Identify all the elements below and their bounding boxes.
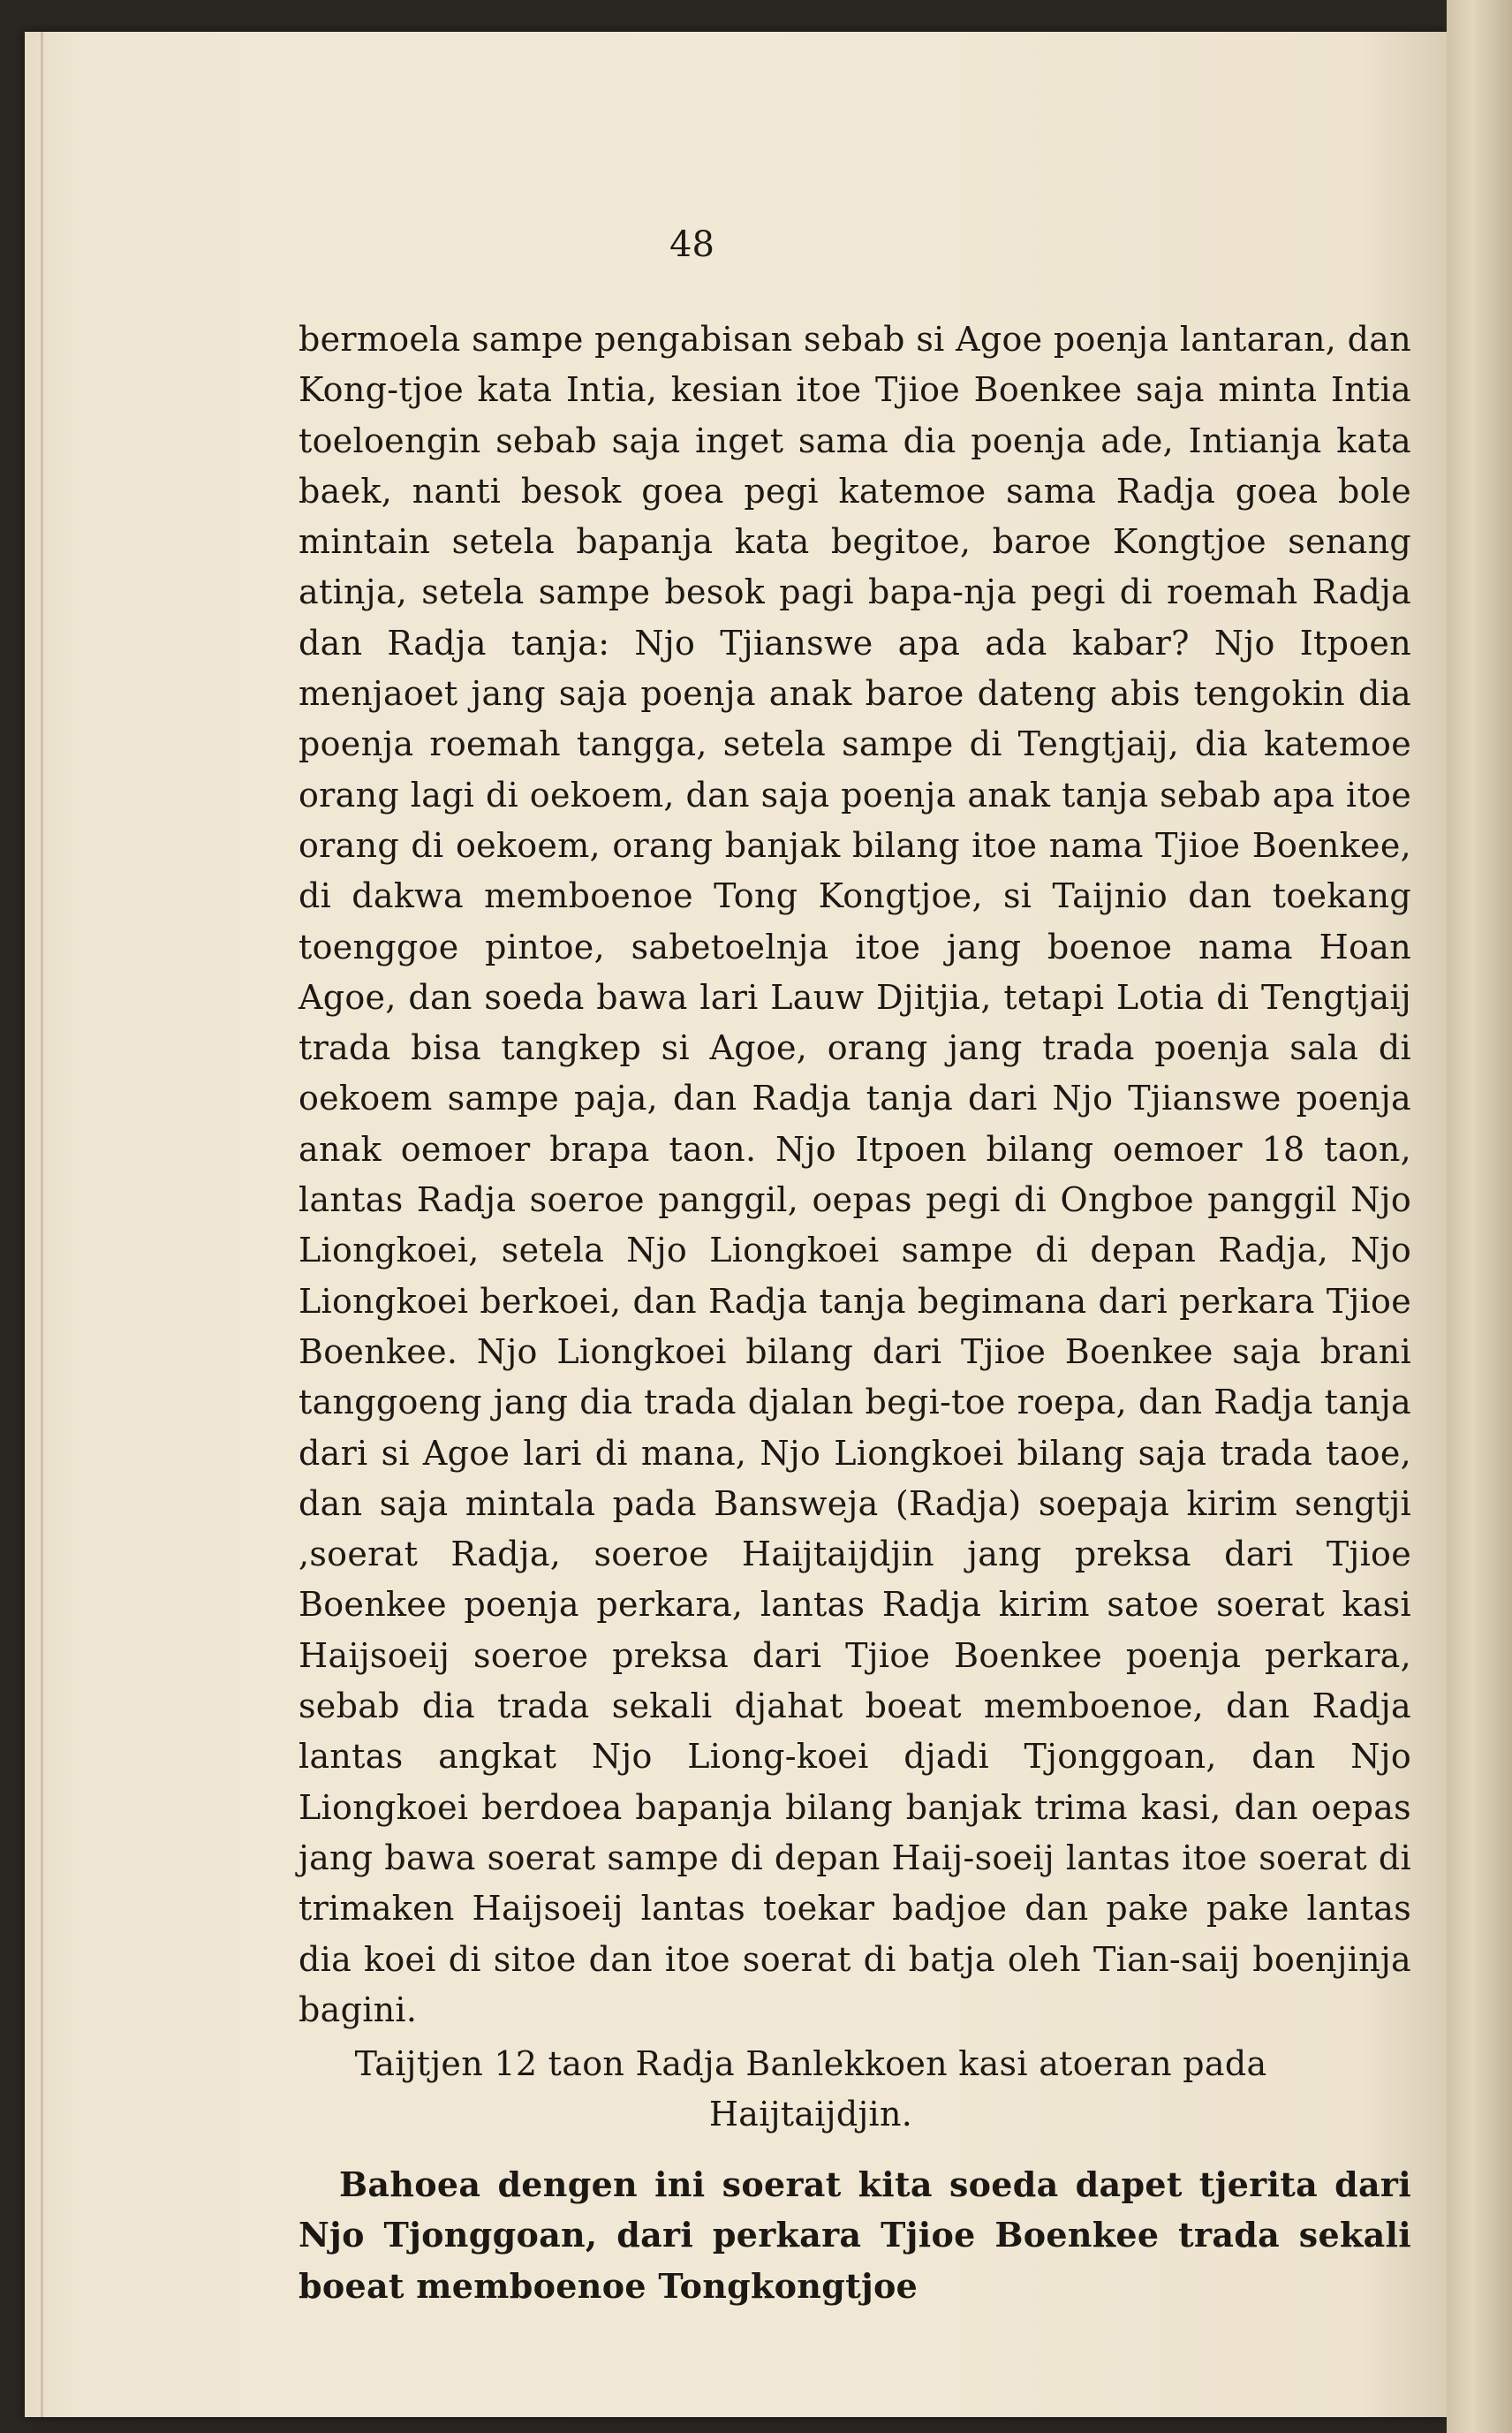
page-number: 48 (669, 224, 714, 265)
page-body (299, 315, 1411, 2311)
book-page (25, 32, 1447, 2417)
paragraph-1: bermoela sampe pengabisan sebab si Agoe poenja lantaran, dan Kong-tjoe kata Intia, kesian itoe Tjioe Boenkee saja minta Intia toeloengin sebab saja inget sama dia poenja ade, Intianja kata baek, nanti besok goea pegi katemoe sama Radja goea bole mintain setela bapanja kata begitoe, baroe Kongtjoe senang atinja, setela sampe besok pagi bapa-nja pegi di roemah Radja dan Radja tanja: Njo Tjianswe apa ada kabar? Njo Itpoen menjaoet jang saja poenja anak baroe dateng abis tengokin dia poenja roemah tangga, setela sampe di Tengtjaij, dia katemoe orang lagi di oekoem, dan saja poenja anak tanja sebab apa itoe orang di oekoem, orang banjak bilang itoe nama Tjioe Boenkee, di dakwa memboenoe Tong Kongtjoe, si Taijnio dan toekang toenggoe pintoe, sabetoelnja itoe jang boenoe nama Hoan Agoe, dan soeda bawa lari Lauw Djitjia, tetapi Lotia di Tengtjaij trada bisa tangkep si Agoe, orang jang trada poenja sala di oekoem sampe paja, dan Radja tanja dari Njo Tjianswe poenja anak oemoer brapa taon. Njo Itpoen bilang oemoer 18 taon, lantas Radja soeroe panggil, oepas pegi di Ongboe panggil Njo Liongkoei, setela Njo Liongkoei sampe di depan Radja, Njo Liongkoei berkoei, dan Radja tanja begimana dari perkara Tjioe Boenkee. Njo Liongkoei bilang dari Tjioe Boenkee saja brani tanggoeng jang dia trada djalan begi-toe roepa, dan Radja tanja dari si Agoe lari di mana, Njo Liongkoei bilang saja trada taoe, dan saja mintala pada Bansweja (Radja) soepaja kirim sengtji ,soerat Radja, soeroe Haijtaijdjin jang preksa dari Tjioe Boenkee poenja perkara, lantas Radja kirim satoe soerat kasi Haijsoeij soeroe preksa dari Tjioe Boenkee poenja perkara, sebab dia trada sekali djahat boeat memboenoe, dan Radja lantas angkat Njo Liong-koei djadi Tjonggoan, dan Njo Liongkoei berdoea bapanja bilang banjak trima kasi, dan oepas jang bawa soerat sampe di depan Haij-soeij lantas itoe soerat di trimaken Haijsoeij lantas toekar badjoe dan pake pake lantas dia koei di sitoe dan itoe soerat di batja oleh Tian-saij boenjinja bagini. (299, 320, 1411, 2029)
book-edge (1447, 0, 1512, 2433)
section-heading: Taijtjen 12 taon Radja Banlekkoen kasi atoeran pada Haijtaijdjin. (354, 2044, 1267, 2134)
paragraph-2: Bahoea dengen ini soerat kita soeda dapet tjerita dari Njo Tjonggoan, dari perkara Tjioe Boenkee trada sekali boeat memboenoe Tongkongtjoe (299, 2164, 1411, 2306)
